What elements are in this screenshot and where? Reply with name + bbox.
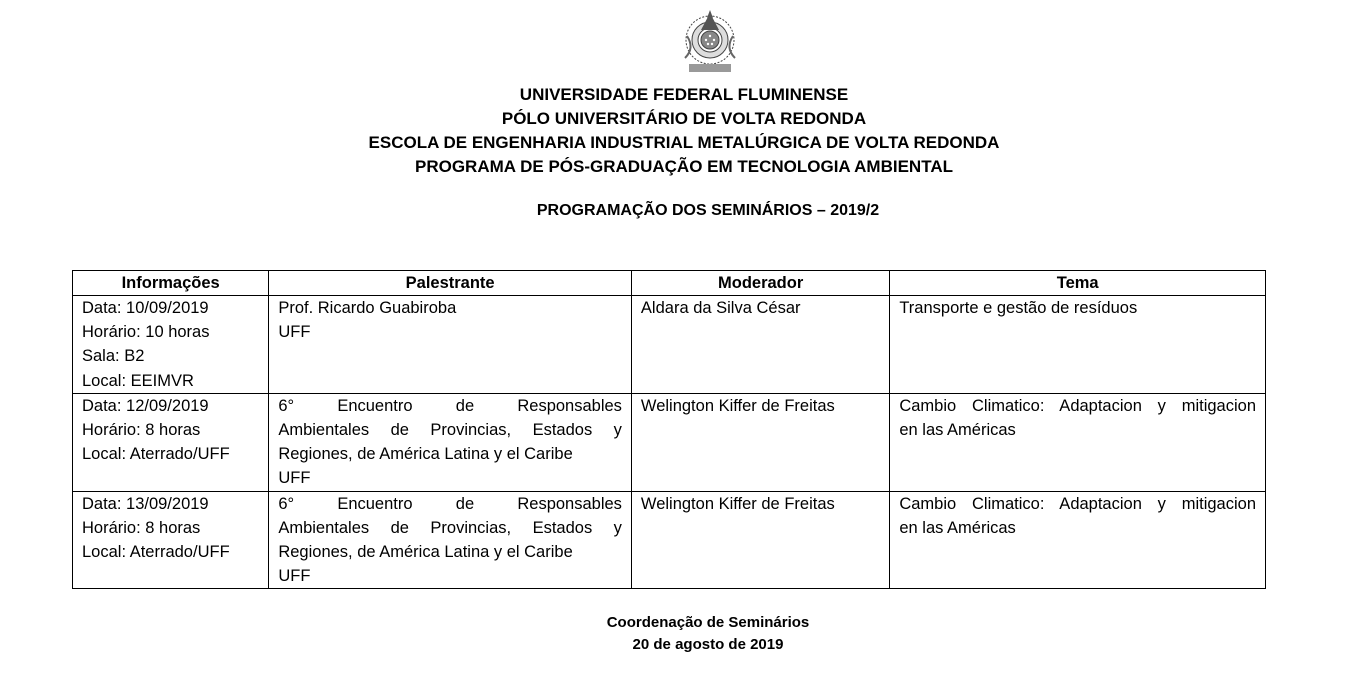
- info-location: Local: EEIMVR: [82, 371, 194, 390]
- speaker-affiliation: UFF: [278, 323, 311, 342]
- speaker-name: Prof. Ricardo Guabiroba: [278, 299, 457, 317]
- document-date: 20 de agosto de 2019: [632, 636, 784, 653]
- column-header-speaker: Palestrante: [269, 271, 632, 296]
- speaker-line: Regiones, de América Latina y el Caribe: [278, 543, 573, 562]
- table-row: [73, 296, 1266, 394]
- info-location: Local: Aterrado/UFF: [82, 543, 230, 562]
- info-date: Data: 12/09/2019: [82, 396, 209, 415]
- theme-cell: [890, 296, 1266, 394]
- theme-text: en las Américas: [899, 421, 1016, 440]
- info-location: Local: Aterrado/UFF: [82, 445, 230, 464]
- moderator-cell: Welington Kiffer de Freitas: [631, 393, 889, 491]
- speaker-line: 6° Encuentro de Responsables: [278, 396, 622, 415]
- theme-cell: [890, 491, 1266, 589]
- speaker-line: 6° Encuentro de Responsables: [278, 494, 622, 513]
- info-room: Sala: B2: [82, 347, 145, 366]
- theme-text: en las Américas: [899, 518, 1016, 537]
- speaker-affiliation: UFF: [278, 469, 311, 488]
- header-line-university: UNIVERSIDADE FEDERAL FLUMINENSE: [519, 85, 849, 104]
- info-cell: [73, 296, 269, 394]
- theme-cell: [890, 393, 1266, 491]
- seminar-schedule-table: [72, 270, 1266, 589]
- header-line-program: PROGRAMA DE PÓS-GRADUAÇÃO EM TECNOLOGIA AMBIENTAL: [414, 157, 953, 176]
- table-header-row: [73, 271, 1266, 296]
- speaker-line: Regiones, de América Latina y el Caribe: [278, 445, 573, 464]
- speaker-cell: [269, 296, 632, 394]
- info-date: Data: 10/09/2019: [82, 299, 209, 317]
- speaker-line: Ambientales de Provincias, Estados y: [278, 518, 622, 537]
- theme-text: Cambio Climatico: Adaptacion y mitigacion: [899, 396, 1256, 415]
- info-time: Horário: 8 horas: [82, 421, 201, 440]
- speaker-cell: [269, 491, 632, 589]
- info-date: Data: 13/09/2019: [82, 494, 209, 513]
- info-time: Horário: 8 horas: [82, 518, 201, 537]
- speaker-affiliation: UFF: [278, 567, 311, 586]
- info-cell: [73, 393, 269, 491]
- column-header-info: Informações: [73, 271, 269, 296]
- column-header-moderator: Moderador: [631, 271, 889, 296]
- speaker-cell: [269, 393, 632, 491]
- table-row: [73, 491, 1266, 589]
- theme-text: Cambio Climatico: Adaptacion y mitigacion: [899, 494, 1256, 513]
- speaker-line: Ambientales de Provincias, Estados y: [278, 421, 622, 440]
- table-row: [73, 393, 1266, 491]
- page-title: PROGRAMAÇÃO DOS SEMINÁRIOS – 2019/2: [536, 202, 880, 219]
- column-header-theme: Tema: [890, 271, 1266, 296]
- coat-of-arms-seal: [675, 8, 745, 76]
- header-line-campus: PÓLO UNIVERSITÁRIO DE VOLTA REDONDA: [501, 109, 867, 128]
- institution-header: [0, 83, 1348, 179]
- coordination-label: Coordenação de Seminários: [606, 614, 810, 631]
- header-line-school: ESCOLA DE ENGENHARIA INDUSTRIAL METALÚRGICA DE VOLTA REDONDA: [368, 133, 1000, 152]
- info-cell: [73, 491, 269, 589]
- signature-block: [0, 612, 1348, 656]
- info-time: Horário: 10 horas: [82, 323, 210, 342]
- moderator-cell: Welington Kiffer de Freitas: [631, 491, 889, 589]
- moderator-cell: Aldara da Silva César: [631, 296, 889, 394]
- theme-text: Transporte e gestão de resíduos: [899, 299, 1138, 317]
